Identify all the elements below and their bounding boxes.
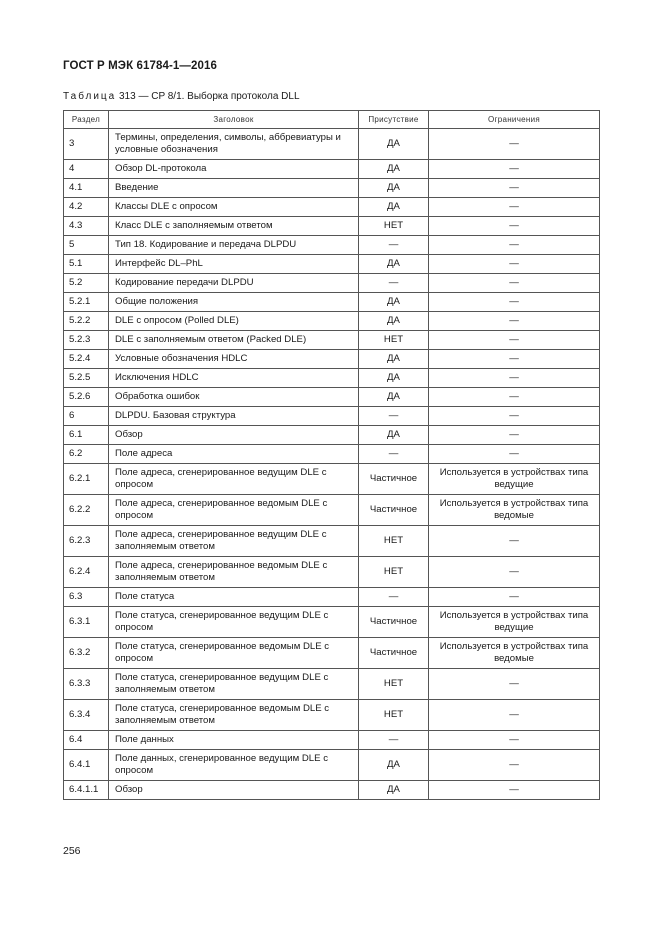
title-cell: Поле данных, сгенерированное ведущим DLE с опросом	[109, 750, 359, 781]
presence-cell: НЕТ	[359, 331, 429, 350]
limits-cell: —	[429, 160, 600, 179]
section-cell: 6.3.3	[64, 669, 109, 700]
section-cell: 6.4.1.1	[64, 781, 109, 800]
title-cell: Поле адреса, сгенерированное ведомым DLE с заполняемым ответом	[109, 557, 359, 588]
title-cell: Исключения HDLC	[109, 369, 359, 388]
title-cell: Обзор	[109, 426, 359, 445]
table-row	[64, 217, 600, 236]
title-cell: Поле статуса, сгенерированное ведущим DLE с опросом	[109, 607, 359, 638]
limits-cell: —	[429, 731, 600, 750]
section-cell: 3	[64, 129, 109, 160]
table-row	[64, 129, 600, 160]
title-cell: Поле адреса, сгенерированное ведущим DLE с опросом	[109, 464, 359, 495]
title-cell: DLE с заполняемым ответом (Packed DLE)	[109, 331, 359, 350]
limits-cell: —	[429, 750, 600, 781]
table-row	[64, 588, 600, 607]
table-header-row	[64, 111, 600, 129]
section-cell: 6.3.1	[64, 607, 109, 638]
document-header: ГОСТ Р МЭК 61784-1—2016	[63, 60, 217, 72]
presence-cell: —	[359, 236, 429, 255]
limits-cell: —	[429, 274, 600, 293]
title-cell: Термины, определения, символы, аббревиатуры и условные обозначения	[109, 129, 359, 160]
title-cell: Поле данных	[109, 731, 359, 750]
table-row	[64, 293, 600, 312]
page-number: 256	[63, 845, 81, 857]
presence-cell: ДА	[359, 129, 429, 160]
table-row	[64, 464, 600, 495]
section-cell: 5.2.6	[64, 388, 109, 407]
presence-cell: —	[359, 588, 429, 607]
section-cell: 4.3	[64, 217, 109, 236]
title-cell: Условные обозначения HDLC	[109, 350, 359, 369]
title-cell: Поле адреса	[109, 445, 359, 464]
limits-cell: Используется в устройствах типа ведомые	[429, 495, 600, 526]
column-header-section: Раздел	[64, 111, 109, 129]
title-cell: Поле адреса, сгенерированное ведомым DLE с опросом	[109, 495, 359, 526]
title-cell: Класс DLE с заполняемым ответом	[109, 217, 359, 236]
limits-cell: —	[429, 369, 600, 388]
presence-cell: ДА	[359, 426, 429, 445]
section-cell: 6.2	[64, 445, 109, 464]
table-row	[64, 312, 600, 331]
title-cell: Поле статуса, сгенерированное ведомым DLE с заполняемым ответом	[109, 700, 359, 731]
presence-cell: ДА	[359, 160, 429, 179]
title-cell: Общие положения	[109, 293, 359, 312]
column-header-title: Заголовок	[109, 111, 359, 129]
table-caption-text: 313 — CP 8/1. Выборка протокола DLL	[116, 91, 300, 102]
section-cell: 6.4.1	[64, 750, 109, 781]
table-caption-prefix: Таблица	[63, 91, 117, 102]
table-row	[64, 638, 600, 669]
table-row	[64, 350, 600, 369]
section-cell: 6.3.4	[64, 700, 109, 731]
section-cell: 6.4	[64, 731, 109, 750]
limits-cell: —	[429, 236, 600, 255]
presence-cell: ДА	[359, 781, 429, 800]
table-row	[64, 495, 600, 526]
presence-cell: ДА	[359, 312, 429, 331]
section-cell: 6.1	[64, 426, 109, 445]
section-cell: 6.3.2	[64, 638, 109, 669]
limits-cell: —	[429, 350, 600, 369]
limits-cell: —	[429, 588, 600, 607]
presence-cell: ДА	[359, 179, 429, 198]
limits-cell: —	[429, 179, 600, 198]
limits-cell: —	[429, 293, 600, 312]
section-cell: 5.2.3	[64, 331, 109, 350]
presence-cell: —	[359, 274, 429, 293]
section-cell: 6.2.1	[64, 464, 109, 495]
table-row	[64, 750, 600, 781]
presence-cell: ДА	[359, 750, 429, 781]
title-cell: Обработка ошибок	[109, 388, 359, 407]
title-cell: Кодирование передачи DLPDU	[109, 274, 359, 293]
limits-cell: —	[429, 129, 600, 160]
presence-cell: ДА	[359, 293, 429, 312]
limits-cell: —	[429, 198, 600, 217]
presence-cell: Частичное	[359, 464, 429, 495]
title-cell: Интерфейс DL–PhL	[109, 255, 359, 274]
presence-cell: Частичное	[359, 638, 429, 669]
limits-cell: —	[429, 426, 600, 445]
protocol-selection-table	[63, 110, 600, 800]
section-cell: 5.2.5	[64, 369, 109, 388]
section-cell: 6.2.2	[64, 495, 109, 526]
presence-cell: ДА	[359, 350, 429, 369]
table-row	[64, 179, 600, 198]
section-cell: 5	[64, 236, 109, 255]
table-row	[64, 557, 600, 588]
limits-cell: Используется в устройствах типа ведомые	[429, 638, 600, 669]
presence-cell: НЕТ	[359, 526, 429, 557]
presence-cell: —	[359, 407, 429, 426]
limits-cell: —	[429, 217, 600, 236]
section-cell: 6.2.4	[64, 557, 109, 588]
presence-cell: НЕТ	[359, 700, 429, 731]
title-cell: DLPDU. Базовая структура	[109, 407, 359, 426]
limits-cell: —	[429, 526, 600, 557]
section-cell: 6	[64, 407, 109, 426]
presence-cell: ДА	[359, 369, 429, 388]
limits-cell: —	[429, 445, 600, 464]
table-row	[64, 388, 600, 407]
presence-cell: НЕТ	[359, 217, 429, 236]
presence-cell: ДА	[359, 255, 429, 274]
section-cell: 4.2	[64, 198, 109, 217]
title-cell: Поле статуса, сгенерированное ведущим DLE с заполняемым ответом	[109, 669, 359, 700]
limits-cell: —	[429, 700, 600, 731]
title-cell: Введение	[109, 179, 359, 198]
table-row	[64, 445, 600, 464]
presence-cell: Частичное	[359, 495, 429, 526]
table-row	[64, 236, 600, 255]
title-cell: Обзор DL-протокола	[109, 160, 359, 179]
column-header-limits: Ограничения	[429, 111, 600, 129]
section-cell: 5.2.1	[64, 293, 109, 312]
limits-cell: —	[429, 407, 600, 426]
section-cell: 5.2.2	[64, 312, 109, 331]
title-cell: Тип 18. Кодирование и передача DLPDU	[109, 236, 359, 255]
presence-cell: —	[359, 731, 429, 750]
presence-cell: Частичное	[359, 607, 429, 638]
presence-cell: НЕТ	[359, 669, 429, 700]
table-row	[64, 274, 600, 293]
column-header-presence: Присутствие	[359, 111, 429, 129]
section-cell: 5.1	[64, 255, 109, 274]
section-cell: 5.2.4	[64, 350, 109, 369]
section-cell: 6.2.3	[64, 526, 109, 557]
presence-cell: НЕТ	[359, 557, 429, 588]
section-cell: 6.3	[64, 588, 109, 607]
section-cell: 5.2	[64, 274, 109, 293]
title-cell: Обзор	[109, 781, 359, 800]
limits-cell: —	[429, 312, 600, 331]
title-cell: Поле адреса, сгенерированное ведущим DLE с заполняемым ответом	[109, 526, 359, 557]
table-row	[64, 331, 600, 350]
section-cell: 4.1	[64, 179, 109, 198]
table-body	[64, 129, 600, 800]
limits-cell: —	[429, 781, 600, 800]
limits-cell: —	[429, 388, 600, 407]
table-row	[64, 369, 600, 388]
title-cell: Поле статуса	[109, 588, 359, 607]
table-row	[64, 426, 600, 445]
limits-cell: —	[429, 255, 600, 274]
table-caption	[63, 91, 300, 102]
table-row	[64, 781, 600, 800]
limits-cell: Используется в устройствах типа ведущие	[429, 607, 600, 638]
table-row	[64, 607, 600, 638]
title-cell: DLE с опросом (Polled DLE)	[109, 312, 359, 331]
table-row	[64, 526, 600, 557]
limits-cell: —	[429, 331, 600, 350]
limits-cell: Используется в устройствах типа ведущие	[429, 464, 600, 495]
table-row	[64, 669, 600, 700]
table-row	[64, 407, 600, 426]
section-cell: 4	[64, 160, 109, 179]
presence-cell: ДА	[359, 388, 429, 407]
limits-cell: —	[429, 669, 600, 700]
table-row	[64, 700, 600, 731]
table-row	[64, 255, 600, 274]
limits-cell: —	[429, 557, 600, 588]
title-cell: Классы DLE с опросом	[109, 198, 359, 217]
table-row	[64, 198, 600, 217]
table-row	[64, 731, 600, 750]
presence-cell: —	[359, 445, 429, 464]
title-cell: Поле статуса, сгенерированное ведомым DLE с опросом	[109, 638, 359, 669]
table-row	[64, 160, 600, 179]
presence-cell: ДА	[359, 198, 429, 217]
